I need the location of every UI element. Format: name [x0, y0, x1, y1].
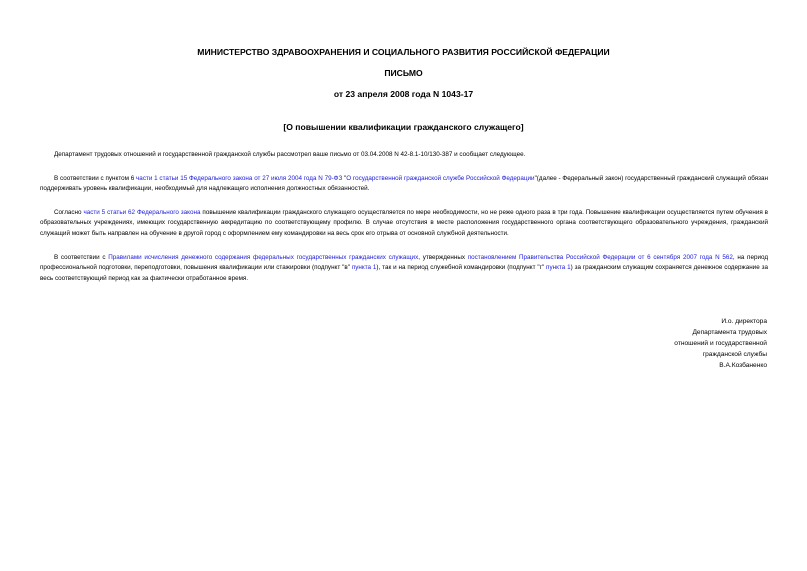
paragraph-4-text-5: ) за гражданским служащим сохраняется денежное содержание за весь соответствующий период как за фактически отработанное время. [40, 264, 768, 282]
document-body [40, 150, 768, 297]
paragraph-2-text-2: " [342, 174, 347, 182]
paragraph-4-text-4: ), так и на период служебной командировки (подпункт "г" [376, 264, 547, 272]
point-1-link-a[interactable]: пункта 1 [351, 264, 377, 272]
paragraph-2 [40, 174, 768, 195]
signature-department-1: Департамента трудовых [692, 329, 767, 336]
paragraph-4-text-2: , утвержденных [418, 253, 468, 261]
point-1-link-b[interactable]: пункта 1 [546, 264, 571, 272]
paragraph-4-text-3: , на период профессиональной подготовки, переподготовки, повышения квалификации или стажировки (подпункт "в" [40, 253, 769, 272]
civil-service-law-link[interactable]: О государственной гражданской службе Российской Федерации [346, 174, 535, 182]
document-type: ПИСЬМО [384, 68, 423, 78]
paragraph-1-text: Департамент трудовых отношений и государственной гражданской службы рассмотрел ваше письмо от 03.04.2008 N 42-8.1-10/130-387 и сообщает следующее. [54, 151, 526, 158]
paragraph-4 [40, 253, 768, 285]
article-62-link[interactable]: части 5 статьи 62 Федерального закона [83, 208, 201, 216]
paragraph-3-text-2: повышение квалификации гражданского служащего осуществляется по мере необходимости, но не реже одного раза в три года. Повышение квалификации осуществляется путем обучения в образовательных учреждениях, имеющих государственную аккредитацию по соответствующему профилю. В случае отсутствия в месте расположения государственного органа соответствующего образовательного учреждения, гражданский служащий может быть направлен на обучение в другой город с оформлением ему командировки на весь срок его отрыва от основной службной деятельности. [40, 208, 769, 237]
salary-rules-link[interactable]: Правилами исчисления денежного содержания федеральных государственных гражданских служащих [108, 253, 419, 261]
signature-position: И.о. директора [721, 318, 767, 325]
paragraph-4-text-1: В соответствии с [54, 253, 109, 261]
document-date-number: от 23 апреля 2008 года N 1043-17 [333, 89, 474, 99]
signature-name: В.А.Козбаненко [719, 362, 767, 369]
law-79fz-article-15-link[interactable]: части 1 статьи 15 Федерального закона от 27 июля 2004 года N 79-ФЗ [136, 174, 343, 182]
ministry-title: МИНИСТЕРСТВО ЗДРАВООХРАНЕНИЯ И СОЦИАЛЬНОГО РАЗВИТИЯ РОССИЙСКОЙ ФЕДЕРАЦИИ [197, 47, 610, 57]
paragraph-3-text-1: Согласно [54, 208, 84, 216]
signature-block [567, 316, 767, 371]
paragraph-1 [40, 150, 768, 161]
signature-department-2: отношений и государственной [674, 340, 767, 347]
government-decree-562-link[interactable]: постановлением Правительства Российской Федерации от 6 сентября 2007 года N 562 [467, 253, 733, 261]
paragraph-2-text-3: "(далее - Федеральный закон) государственный гражданский служащий обязан поддерживать уровень квалификации, необходимый для надлежащего исполнения должностных обязанностей. [40, 174, 768, 193]
paragraph-3 [40, 208, 768, 240]
signature-department-3: гражданской службы [702, 351, 767, 358]
paragraph-2-text-1: В соответствии с пунктом 6 [54, 174, 137, 182]
document-subject: [О повышении квалификации гражданского служащего] [283, 122, 524, 132]
